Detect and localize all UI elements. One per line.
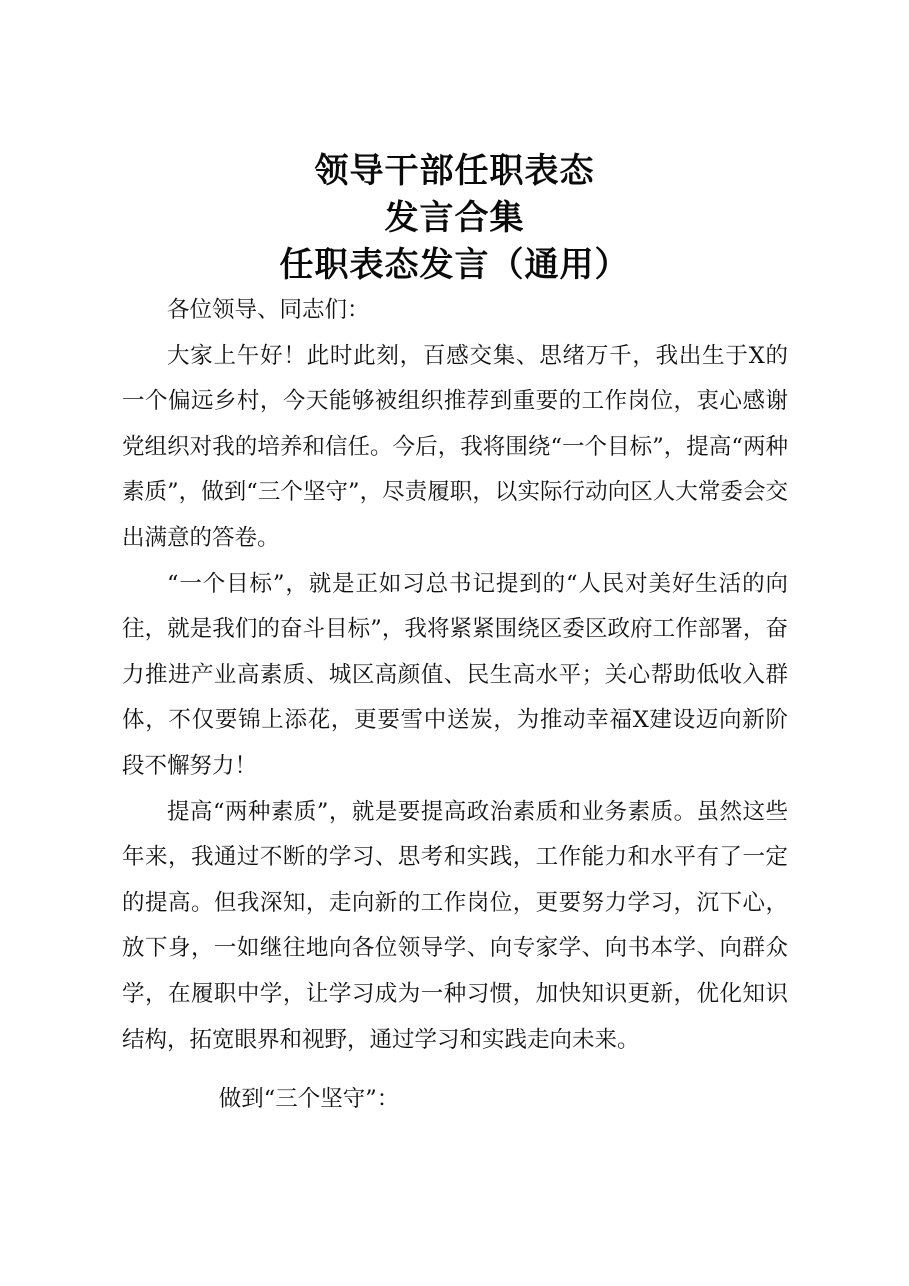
salutation-paragraph: 各位领导、同志们： — [167, 297, 370, 323]
body-paragraph-greeting: 大家上午好！此时此刻，百感交集、思绪万千，我出生于X的一个偏远乡村，今天能够被组织推荐到重要的工作岗位，衷心感谢党组织对我的培养和信任。今后，我将围绕“一个目标”，提高“两种素质”，做到“三个坚守”，尽责履职，以实际行动向区人大常委会交出满意的答卷。 — [122, 342, 788, 551]
document-body — [122, 288, 788, 1123]
title-line-3: 任职表态发言（通用） — [279, 245, 630, 285]
document-title — [0, 148, 909, 289]
body-paragraph-three-adherences: 做到“三个坚守”： — [218, 1086, 400, 1113]
body-paragraph-two-qualities: 提高“两种素质”，就是要提高政治素质和业务素质。虽然这些年来，我通过不断的学习、思考和实践，工作能力和水平有了一定的提高。但我深知，走向新的工作岗位，更要努力学习，沉下心，放下身，一如继往地向各位领导学、向专家学、向书本学、向群众学，在履职中学，让学习成为一种习惯，加快知识更新，优化知识结构，拓宽眼界和视野，通过学习和实践走向未来。 — [122, 798, 788, 1053]
body-paragraph-one-goal: “一个目标”，就是正如习总书记提到的“人民对美好生活的向往，就是我们的奋斗目标”，我将紧紧围绕区委区政府工作部署，奋力推进产业高素质、城区高颜值、民生高水平；关心帮助低收入群体，不仅要锦上添花，更要雪中送炭，为推动幸福X建设迈向新阶段不懈努力！ — [122, 570, 788, 779]
title-line-2: 发言合集 — [384, 198, 525, 238]
title-line-1: 领导干部任职表态 — [314, 151, 595, 191]
